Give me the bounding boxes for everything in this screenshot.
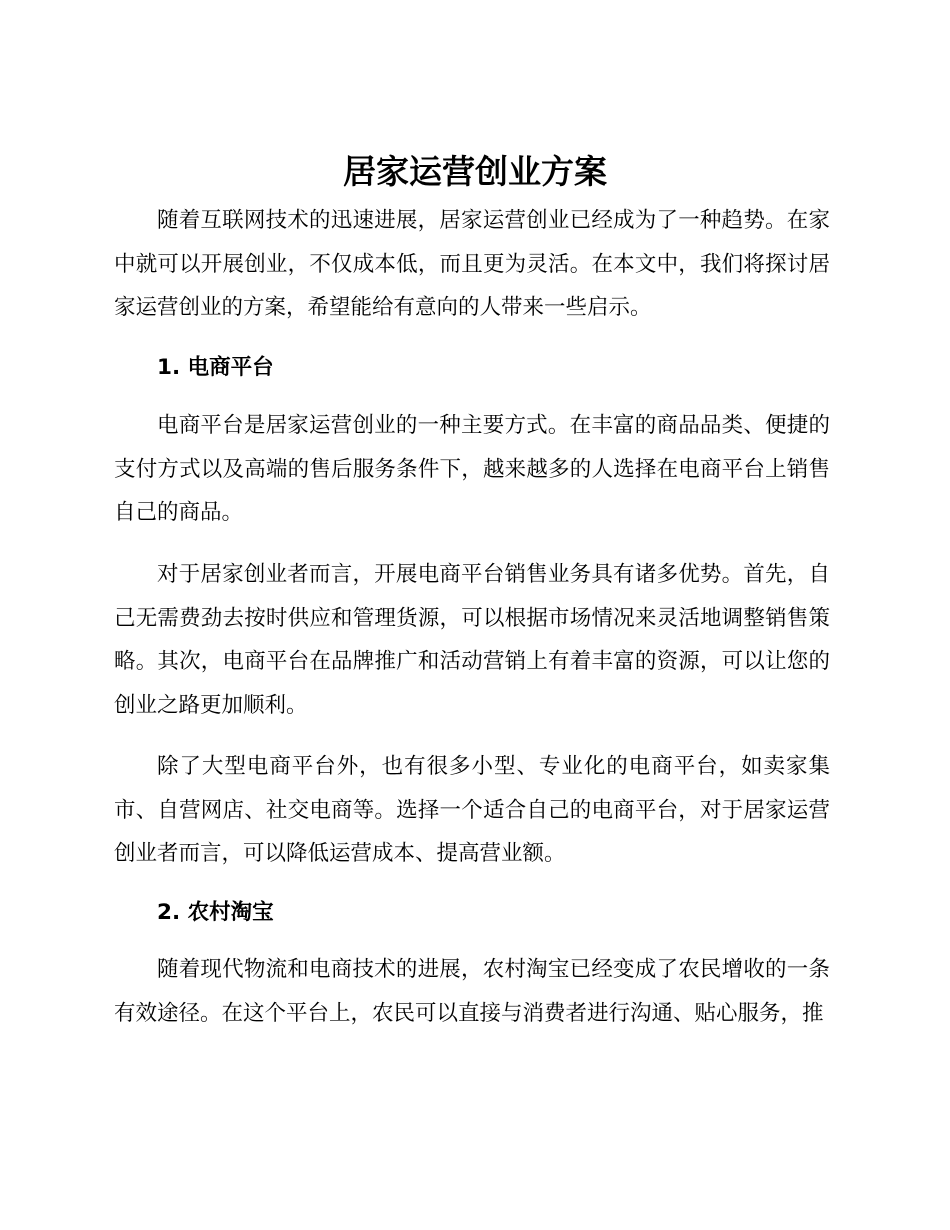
section-heading-ecommerce: 1. 电商平台 (157, 355, 274, 380)
paragraph-rural-taobao-1: 随着现代物流和电商技术的进展，农村淘宝已经变成了农民增收的一条有效途径。在这个平台上，农民可以直接与消费者进行沟通、贴心服务，推 (114, 957, 830, 1026)
paragraph-ecommerce-2: 对于居家创业者而言，开展电商平台销售业务具有诸多优势。首先，自己无需费劲去按时供应和管理货源，可以根据市场情况来灵活地调整销售策略。其次，电商平台在品牌推广和活动营销上有着丰富的资源，可以让您的创业之路更加顺利。 (114, 562, 830, 718)
paragraph-ecommerce-3: 除了大型电商平台外，也有很多小型、专业化的电商平台，如卖家集市、自营网店、社交电商等。选择一个适合自己的电商平台，对于居家运营创业者而言，可以降低运营成本、提高营业额。 (114, 754, 830, 866)
intro-paragraph: 随着互联网技术的迅速进展，居家运营创业已经成为了一种趋势。在家中就可以开展创业，不仅成本低，而且更为灵活。在本文中，我们将探讨居家运营创业的方案，希望能给有意向的人带来一些启示。 (114, 208, 830, 320)
document-title: 居家运营创业方案 (343, 152, 607, 191)
paragraph-ecommerce-1: 电商平台是居家运营创业的一种主要方式。在丰富的商品品类、便捷的支付方式以及高端的售后服务条件下，越来越多的人选择在电商平台上销售自己的商品。 (114, 413, 830, 525)
section-heading-rural-taobao: 2. 农村淘宝 (157, 900, 274, 925)
